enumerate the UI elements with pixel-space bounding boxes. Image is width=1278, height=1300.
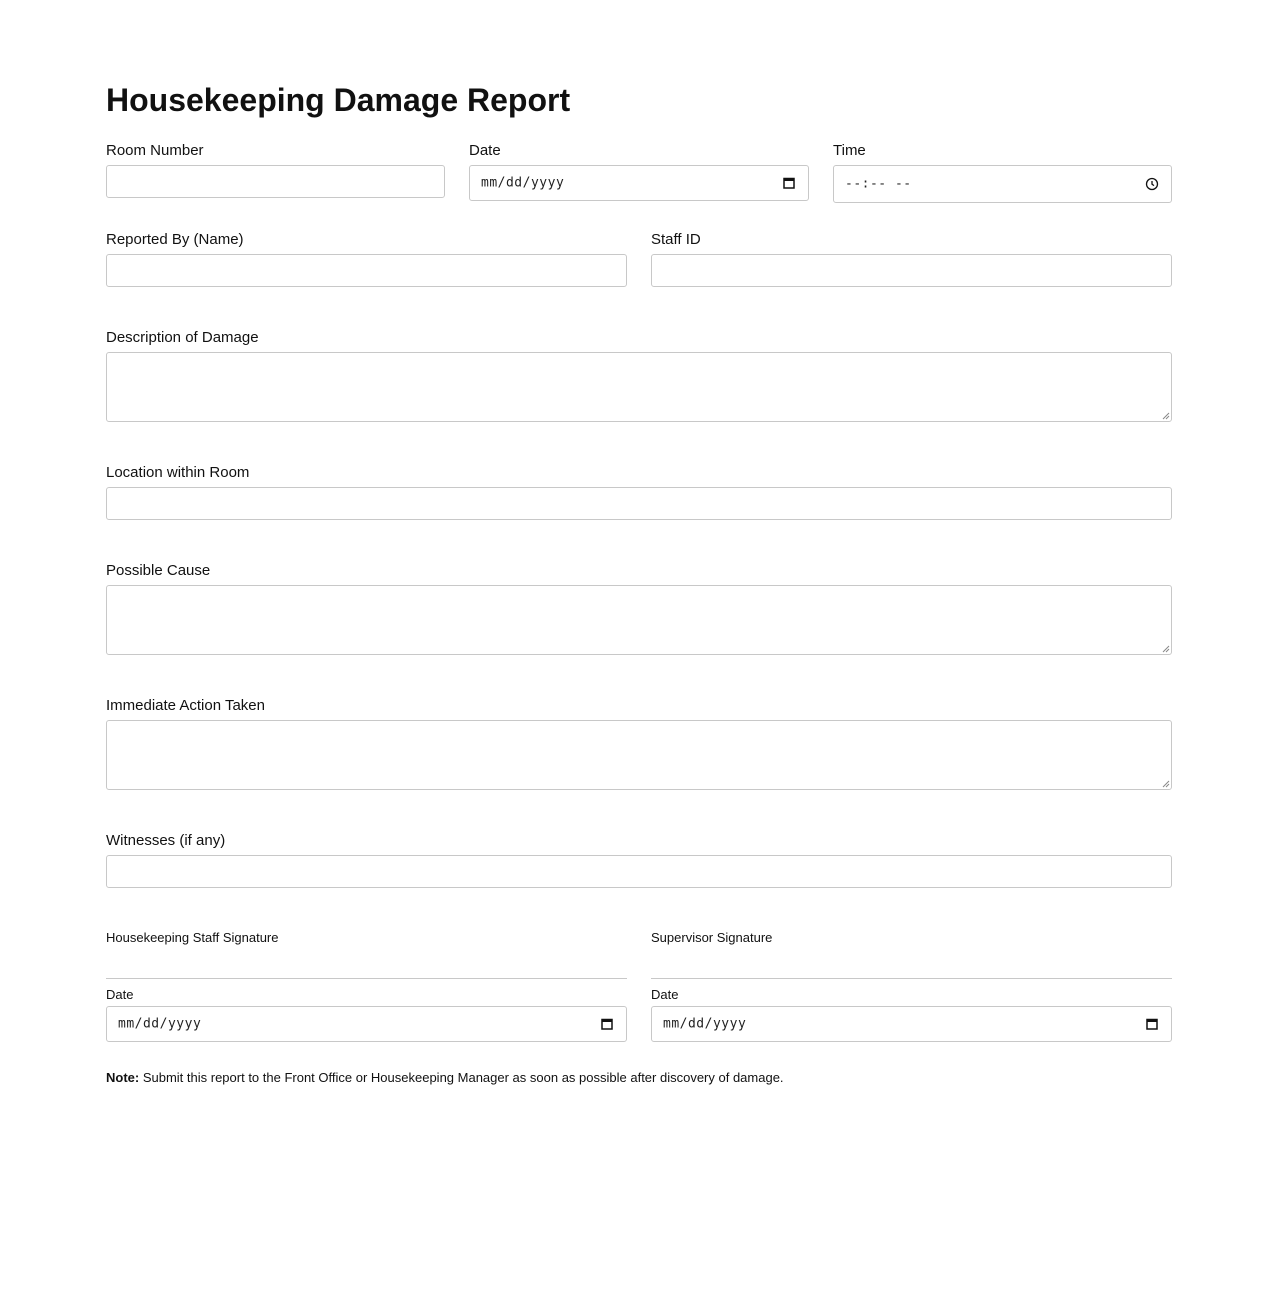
witnesses-input[interactable] bbox=[106, 855, 1172, 888]
resize-handle-icon[interactable] bbox=[1162, 645, 1170, 653]
resize-handle-icon[interactable] bbox=[1162, 780, 1170, 788]
page-title: Housekeeping Damage Report bbox=[106, 82, 571, 118]
supervisor-date-input[interactable] bbox=[651, 1006, 1172, 1042]
time-placeholder: --:-- -- bbox=[845, 176, 912, 192]
location-label: Location within Room bbox=[106, 464, 250, 481]
location-input[interactable] bbox=[106, 487, 1172, 520]
calendar-icon[interactable] bbox=[1145, 1017, 1159, 1031]
date-placeholder: mm/dd/yyyy bbox=[481, 175, 565, 191]
calendar-icon[interactable] bbox=[782, 176, 796, 190]
time-input[interactable] bbox=[833, 165, 1172, 203]
reported-by-input[interactable] bbox=[106, 254, 627, 287]
witnesses-label: Witnesses (if any) bbox=[106, 832, 226, 849]
date-input[interactable] bbox=[469, 165, 809, 201]
supervisor-signature-label: Supervisor Signature bbox=[651, 930, 773, 945]
supervisor-date-label: Date bbox=[651, 987, 679, 1002]
action-textarea[interactable] bbox=[106, 720, 1172, 790]
staff-signature-label: Housekeeping Staff Signature bbox=[106, 930, 279, 945]
room-number-label: Room Number bbox=[106, 142, 204, 159]
supervisor-signature-line[interactable] bbox=[651, 978, 1172, 979]
time-label: Time bbox=[833, 142, 866, 159]
staff-signature-line[interactable] bbox=[106, 978, 627, 979]
staff-id-input[interactable] bbox=[651, 254, 1172, 287]
action-label: Immediate Action Taken bbox=[106, 697, 265, 714]
description-textarea[interactable] bbox=[106, 352, 1172, 422]
submission-note bbox=[106, 1070, 784, 1085]
note-text: Submit this report to the Front Office or Housekeeping Manager as soon as possible after discovery of damage. bbox=[139, 1070, 784, 1085]
note-prefix: Note: bbox=[106, 1070, 140, 1085]
supervisor-date-placeholder: mm/dd/yyyy bbox=[663, 1016, 747, 1032]
cause-label: Possible Cause bbox=[106, 562, 211, 579]
staff-date-input[interactable] bbox=[106, 1006, 627, 1042]
reported-by-label: Reported By (Name) bbox=[106, 231, 244, 248]
cause-textarea[interactable] bbox=[106, 585, 1172, 655]
staff-date-placeholder: mm/dd/yyyy bbox=[118, 1016, 202, 1032]
resize-handle-icon[interactable] bbox=[1162, 412, 1170, 420]
room-number-input[interactable] bbox=[106, 165, 445, 198]
description-label: Description of Damage bbox=[106, 329, 259, 346]
date-label: Date bbox=[469, 142, 501, 159]
staff-date-label: Date bbox=[106, 987, 134, 1002]
staff-id-label: Staff ID bbox=[651, 231, 701, 248]
clock-icon[interactable] bbox=[1145, 177, 1159, 191]
calendar-icon[interactable] bbox=[600, 1017, 614, 1031]
